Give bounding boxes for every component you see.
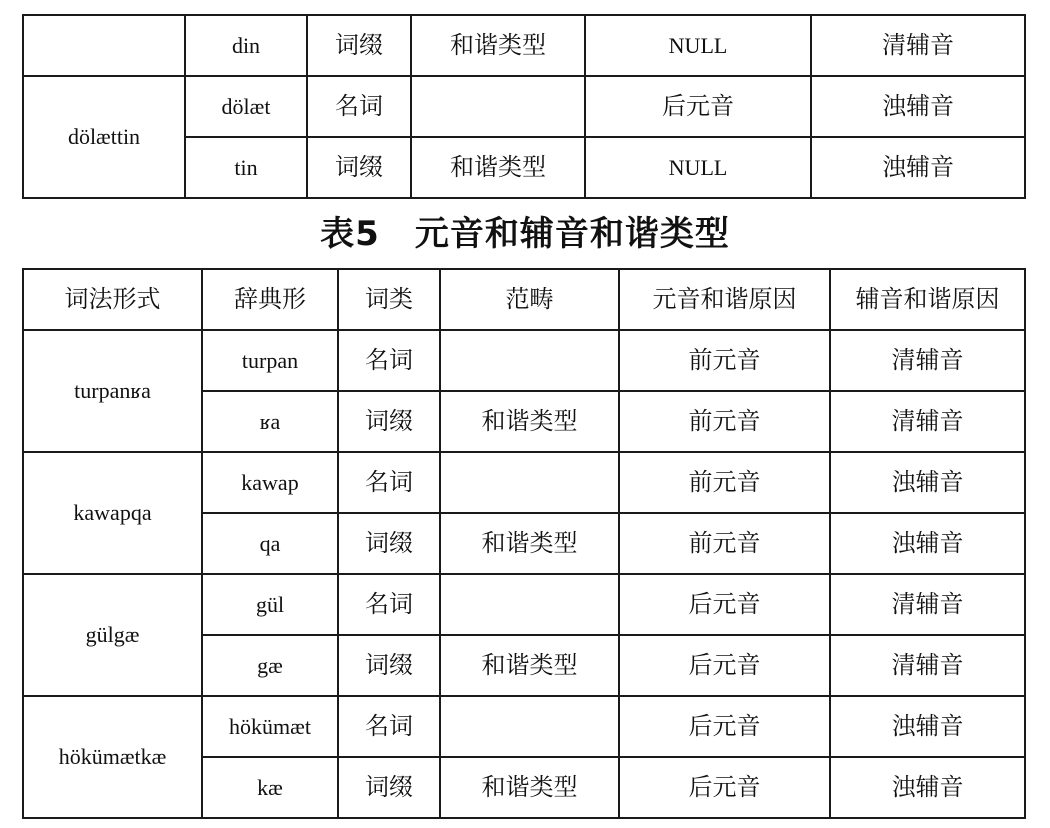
vowel-cause-cell: NULL bbox=[585, 15, 811, 76]
dict-form-cell: kæ bbox=[202, 757, 338, 818]
vowel-cause-cell: 前元音 bbox=[619, 452, 830, 513]
form-cell: gülgæ bbox=[23, 574, 202, 696]
consonant-cause-cell: 清辅音 bbox=[811, 15, 1025, 76]
dict-form-cell: dölæt bbox=[185, 76, 307, 137]
consonant-cause-cell: 浊辅音 bbox=[830, 696, 1025, 757]
vowel-cause-cell: 前元音 bbox=[619, 391, 830, 452]
consonant-cause-cell: 浊辅音 bbox=[811, 137, 1025, 198]
consonant-cause-cell: 浊辅音 bbox=[830, 452, 1025, 513]
dict-form-cell: kawap bbox=[202, 452, 338, 513]
form-cell: hökümætkæ bbox=[23, 696, 202, 818]
category-cell: 和谐类型 bbox=[411, 137, 585, 198]
category-cell: 和谐类型 bbox=[440, 757, 619, 818]
pos-cell: 名词 bbox=[338, 330, 440, 391]
pos-cell: 词缀 bbox=[307, 15, 411, 76]
consonant-cause-cell: 清辅音 bbox=[830, 391, 1025, 452]
pos-cell: 词缀 bbox=[338, 391, 440, 452]
form-cell bbox=[23, 15, 185, 76]
pos-cell: 词缀 bbox=[338, 757, 440, 818]
table-caption: 表5 元音和辅音和谐类型 bbox=[320, 214, 730, 254]
vowel-cause-cell: 后元音 bbox=[619, 635, 830, 696]
category-cell bbox=[440, 574, 619, 635]
pos-cell: 词缀 bbox=[338, 635, 440, 696]
category-cell bbox=[411, 76, 585, 137]
form-cell: kawapqa bbox=[23, 452, 202, 574]
consonant-cause-cell: 浊辅音 bbox=[830, 757, 1025, 818]
vowel-cause-cell: 前元音 bbox=[619, 513, 830, 574]
category-cell bbox=[440, 452, 619, 513]
table-row bbox=[23, 574, 1025, 635]
pos-cell: 名词 bbox=[307, 76, 411, 137]
consonant-cause-cell: 浊辅音 bbox=[811, 76, 1025, 137]
vowel-cause-cell: 后元音 bbox=[585, 76, 811, 137]
vowel-cause-cell: 前元音 bbox=[619, 330, 830, 391]
dict-form-cell: din bbox=[185, 15, 307, 76]
continued-table bbox=[22, 14, 1026, 199]
dict-form-cell: gæ bbox=[202, 635, 338, 696]
vowel-cause-cell: 后元音 bbox=[619, 757, 830, 818]
vowel-consonant-harmony-table bbox=[22, 268, 1026, 819]
column-header: 范畴 bbox=[440, 269, 619, 330]
vowel-cause-cell: NULL bbox=[585, 137, 811, 198]
pos-cell: 词缀 bbox=[338, 513, 440, 574]
column-header: 词类 bbox=[338, 269, 440, 330]
category-cell: 和谐类型 bbox=[440, 513, 619, 574]
pos-cell: 名词 bbox=[338, 574, 440, 635]
table-row bbox=[23, 330, 1025, 391]
column-header: 辞典形 bbox=[202, 269, 338, 330]
category-cell: 和谐类型 bbox=[440, 391, 619, 452]
consonant-cause-cell: 浊辅音 bbox=[830, 513, 1025, 574]
dict-form-cell: tin bbox=[185, 137, 307, 198]
table-row bbox=[23, 15, 1025, 76]
pos-cell: 名词 bbox=[338, 452, 440, 513]
dict-form-cell: qa bbox=[202, 513, 338, 574]
pos-cell: 词缀 bbox=[307, 137, 411, 198]
dict-form-cell: turpan bbox=[202, 330, 338, 391]
column-header: 辅音和谐原因 bbox=[830, 269, 1025, 330]
form-cell: dölættin bbox=[23, 76, 185, 198]
category-cell: 和谐类型 bbox=[411, 15, 585, 76]
vowel-cause-cell: 后元音 bbox=[619, 696, 830, 757]
consonant-cause-cell: 清辅音 bbox=[830, 574, 1025, 635]
consonant-cause-cell: 清辅音 bbox=[830, 330, 1025, 391]
dict-form-cell: gül bbox=[202, 574, 338, 635]
column-header: 词法形式 bbox=[23, 269, 202, 330]
dict-form-cell: ʁa bbox=[202, 391, 338, 452]
table-row bbox=[23, 696, 1025, 757]
category-cell bbox=[440, 330, 619, 391]
form-cell: turpanʁa bbox=[23, 330, 202, 452]
table-row bbox=[23, 452, 1025, 513]
category-cell: 和谐类型 bbox=[440, 635, 619, 696]
header-row bbox=[23, 269, 1025, 330]
pos-cell: 名词 bbox=[338, 696, 440, 757]
table-row bbox=[23, 76, 1025, 137]
consonant-cause-cell: 清辅音 bbox=[830, 635, 1025, 696]
dict-form-cell: hökümæt bbox=[202, 696, 338, 757]
category-cell bbox=[440, 696, 619, 757]
vowel-cause-cell: 后元音 bbox=[619, 574, 830, 635]
column-header: 元音和谐原因 bbox=[619, 269, 830, 330]
